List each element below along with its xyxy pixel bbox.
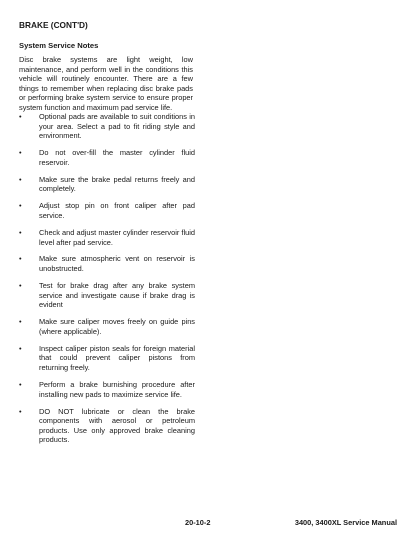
list-item-text: Make sure caliper moves freely on guide pins (where applicable).: [39, 317, 195, 336]
list-item: [19, 380, 195, 399]
bullet-icon: •: [19, 317, 22, 327]
bullet-icon: •: [19, 174, 22, 184]
list-item: [19, 254, 195, 273]
bullet-icon: •: [19, 112, 22, 121]
list-item: [19, 148, 195, 167]
list-item-text: Check and adjust master cylinder reservoir fluid level after pad service.: [39, 227, 195, 247]
bullet-icon: •: [19, 254, 22, 264]
list-item-text: Make sure the brake pedal returns freely and completely.: [39, 174, 195, 194]
manual-page: [19, 0, 397, 538]
bullet-icon: •: [19, 227, 22, 237]
manual-title: 3400, 3400XL Service Manual: [294, 518, 397, 527]
list-item: [19, 281, 195, 310]
bullet-icon: •: [19, 343, 22, 353]
list-item: [19, 344, 195, 373]
list-item-text: Test for brake drag after any brake system service and investigate cause if brake drag is evident: [39, 281, 195, 310]
section-title: BRAKE (CONT'D): [19, 20, 88, 30]
bullet-icon: •: [19, 201, 22, 211]
service-notes-list: [19, 112, 195, 452]
list-item-text: Inspect caliper piston seals for foreign material that could prevent caliper pistons from returning freely.: [39, 343, 195, 372]
bullet-icon: •: [19, 379, 22, 389]
list-item-text: Adjust stop pin on front caliper after pad service.: [39, 201, 195, 220]
list-item-text: Perform a brake burnishing procedure after installing new pads to maximize service life.: [39, 379, 195, 399]
list-item: [19, 201, 195, 220]
list-item-text: Make sure atmospheric vent on reservoir is unobstructed.: [39, 254, 195, 274]
bullet-icon: •: [19, 148, 22, 158]
subsection-title: System Service Notes: [19, 41, 99, 50]
list-item-text: Optional pads are available to suit conditions in your area. Select a pad to fit riding style and environment.: [39, 112, 195, 141]
page-number: 20-10-2: [185, 518, 211, 527]
list-item-text: Do not over-fill the master cylinder fluid reservoir.: [39, 148, 195, 167]
list-item-text: DO NOT lubricate or clean the brake components with aerosol or petroleum products. Use only approved brake cleaning products.: [39, 406, 195, 445]
list-item: [19, 228, 195, 247]
list-item: [19, 112, 195, 141]
intro-paragraph: Disc brake systems are light weight, low maintenance, and perform well in the conditions this vehicle will routinely encounter. There are a few things to remember when replacing disc brake pads or performing brake system service to ensure proper system function and maximum pad service life.: [19, 55, 193, 112]
list-item: [19, 407, 195, 445]
bullet-icon: •: [19, 406, 22, 416]
bullet-icon: •: [19, 281, 22, 291]
list-item: [19, 175, 195, 194]
list-item: [19, 317, 195, 336]
